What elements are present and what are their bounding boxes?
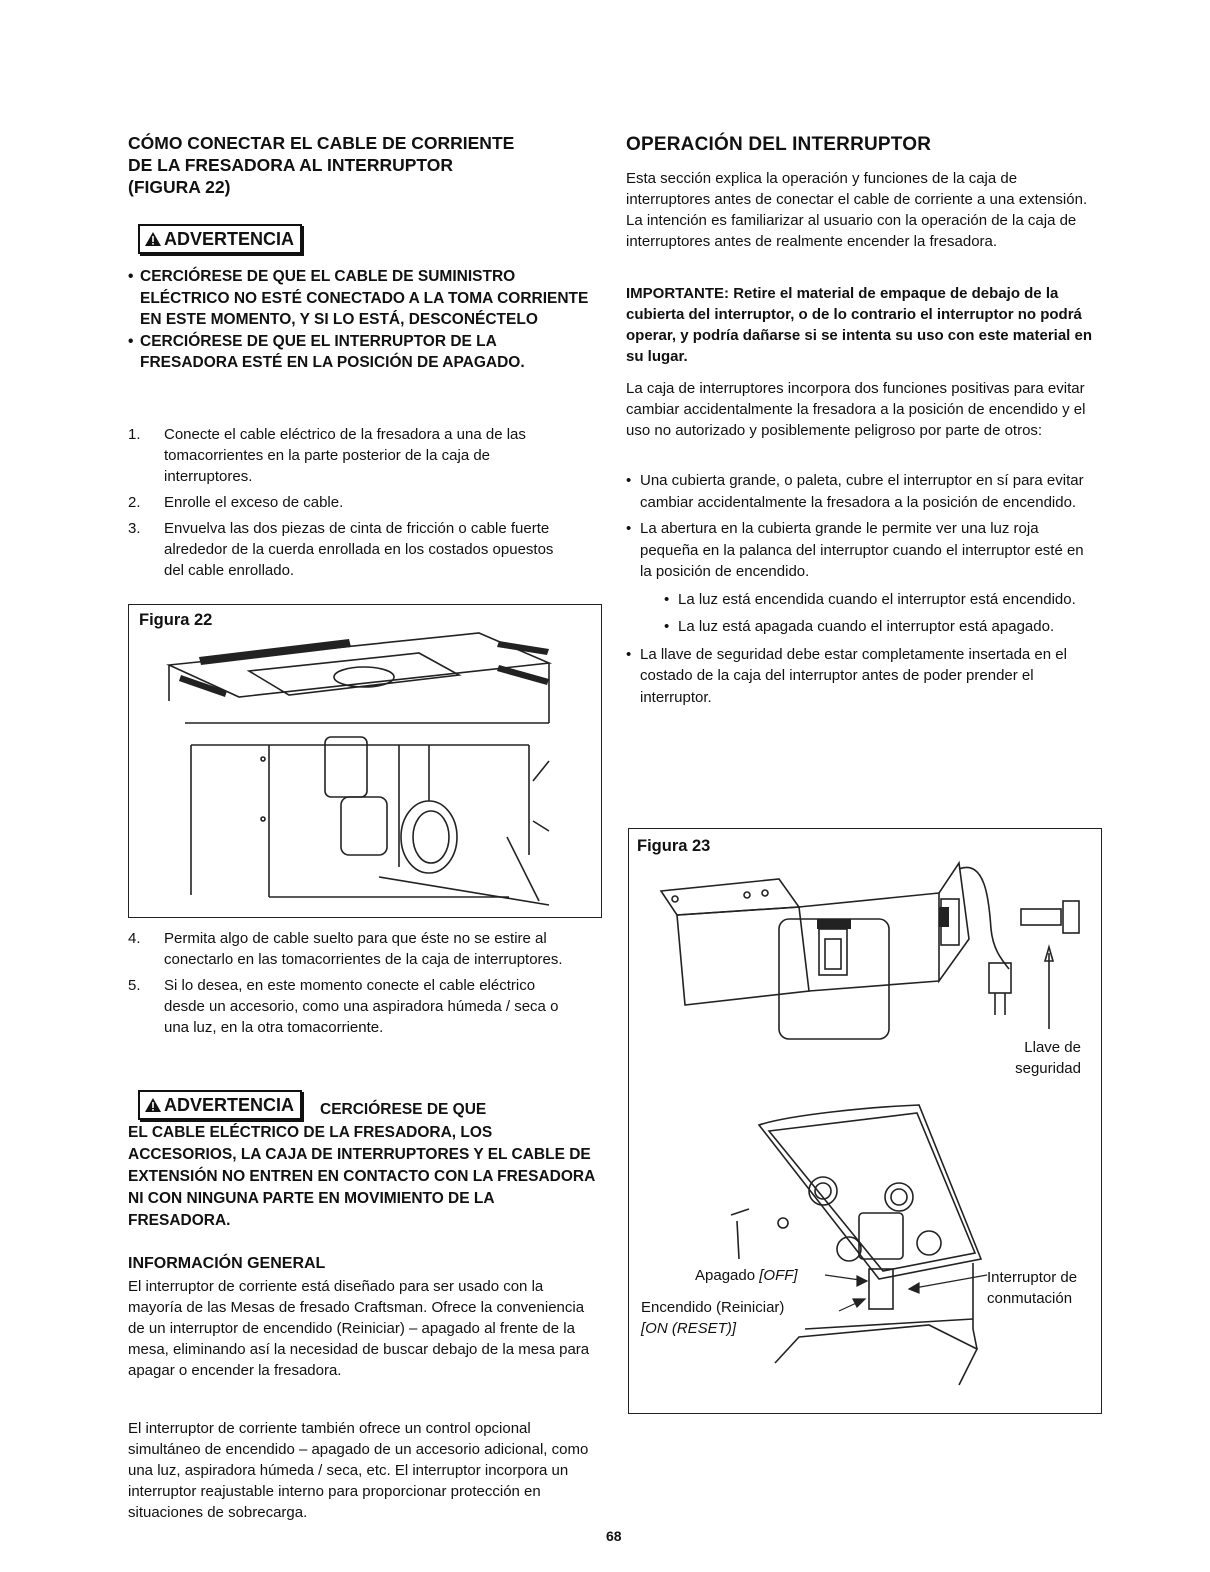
toggle-switch-callout: Interruptor de conmutación [987,1269,1078,1307]
general-info-heading: INFORMACIÓN GENERAL [128,1255,326,1272]
warning-2-block: ADVERTENCIA CERCIÓRESE DE QUE EL CABLE ELÉCTRICO DE LA FRESADORA, LOS ACCESORIOS, LA CAJA DE INTERRUPTORES Y EL CABLE DE EXTENSIÓN NO ENTREN EN CONTACTO CON LA FRESADORA NI CON NINGUNA PARTE EN MOVIMIENTO DE LA FRESADORA. [128,1090,598,1232]
step-item: 2. Enrolle el exceso de cable. [128,494,344,511]
intro-paragraph: Esta sección explica la operación y funciones de la caja de interruptores antes de conectar el cable de corriente a una extensión. La intención es familiarizar al usuario con la operación de la caja de interruptores antes de realmente encender la fresadora. [626,170,1088,250]
warning-badge-2: ADVERTENCIA [138,1090,302,1120]
steps-list-a [128,424,558,586]
switch-operation-heading: OPERACIÓN DEL INTERRUPTOR [626,134,932,155]
connect-cable-heading: CÓMO CONECTAR EL CABLE DE CORRIENTE DE LA FRESADORA AL INTERRUPTOR (FIGURA 22) [128,133,515,197]
warning-triangle-icon [144,1097,162,1113]
light-status-item: • La luz está apagada cuando el interruptor está apagado. [664,616,1086,638]
general-info-paragraph-1: El interruptor de corriente está diseñado para ser usado con la mayoría de las Mesas de fresado Craftsman. Ofrece la conveniencia de un interruptor de encendido (Reiniciar) – apagado al frente de la mesa, eliminando así la necesidad de buscar debajo de la mesa para apagar o encender la fresadora. [128,1278,590,1379]
on-reset-callout: Encendido (Reiniciar) [ON (RESET)] [641,1299,785,1337]
light-status-item: • La luz está encendida cuando el interruptor está encendido. [664,589,1086,611]
warning-badge: ADVERTENCIA [138,224,302,254]
warning-item: • CERCIÓRESE DE QUE EL CABLE DE SUMINISTRO ELÉCTRICO NO ESTÉ CONECTADO A LA TOMA CORRIENTE EN ESTE MOMENTO, Y SI LO ESTÁ, DESCONÉCTELO [128,266,598,331]
important-note: IMPORTANTE: Retire el material de empaque de debajo de la cubierta del interruptor, o de lo contrario el interruptor no podrá operar, y podría dañarse si se intenta su uso con este material en su lugar. [626,285,1093,365]
off-callout: Apagado [OFF] [695,1267,798,1284]
general-info-paragraph-2: El interruptor de corriente también ofrece un control opcional simultáneo de encendido – apagado de un accesorio adicional, como una luz, aspiradora húmeda / seca, etc. El interruptor incorpora un interruptor reajustable interno para proporcionar protección en situaciones de sobrecarga. [128,1420,589,1521]
step-item: 3. Envuelva las dos piezas de cinta de fricción o cable fuerte alrededor de la cuerda enrollada en los costados opuestos del cable enrollado. [128,520,554,579]
page-number: 68 [606,1528,622,1544]
features-intro: La caja de interruptores incorpora dos funciones positivas para evitar cambiar accidentalmente la fresadora a la posición de encendido y el uso no autorizado y posiblemente peligroso por parte de otros: [626,380,1086,439]
figure-23: Figura 23 Llave de seguridad Apagado [OFF] Encendido (Reiniciar) [ON (RESET)] Interruptor de conmutación [628,828,1102,1414]
step-item: 5. Si lo desea, en este momento conecte el cable eléctrico desde un accesorio, como una aspiradora húmeda / seca o una luz, en la otra tomacorriente. [128,977,559,1036]
feature-item: • La llave de seguridad debe estar completamente insertada en el costado de la caja del interruptor antes de poder prender el interruptor. [626,644,1086,709]
steps-list-b [128,928,568,1043]
feature-item: • La abertura en la cubierta grande le permite ver una luz roja pequeña en la palanca del interruptor cuando el interruptor esté en la posición de encendido. • La luz está encendida cuando el interruptor está encendido. • La luz está apagada cuando el interruptor está apagado. [626,518,1086,638]
feature-item: • Una cubierta grande, o paleta, cubre el interruptor en sí para evitar cambiar accidentalmente la fresadora a la posición de encendido. [626,470,1086,513]
warning-list [128,266,598,374]
warning-item: • CERCIÓRESE DE QUE EL INTERRUPTOR DE LA FRESADORA ESTÉ EN LA POSICIÓN DE APAGADO. [128,331,598,374]
warning-triangle-icon [144,231,162,247]
step-item: 4. Permita algo de cable suelto para que éste no se estire al conectarlo en las tomacorrientes de la caja de interruptores. [128,930,563,968]
step-item: 1. Conecte el cable eléctrico de la fresadora a una de las tomacorrientes en la parte posterior de la caja de interruptores. [128,426,526,485]
safety-key-callout: Llave de seguridad [1015,1039,1081,1077]
features-list [626,470,1086,713]
figure-22: Figura 22 [128,604,602,918]
light-status-list [640,589,1086,638]
router-table-illustration [129,605,601,917]
